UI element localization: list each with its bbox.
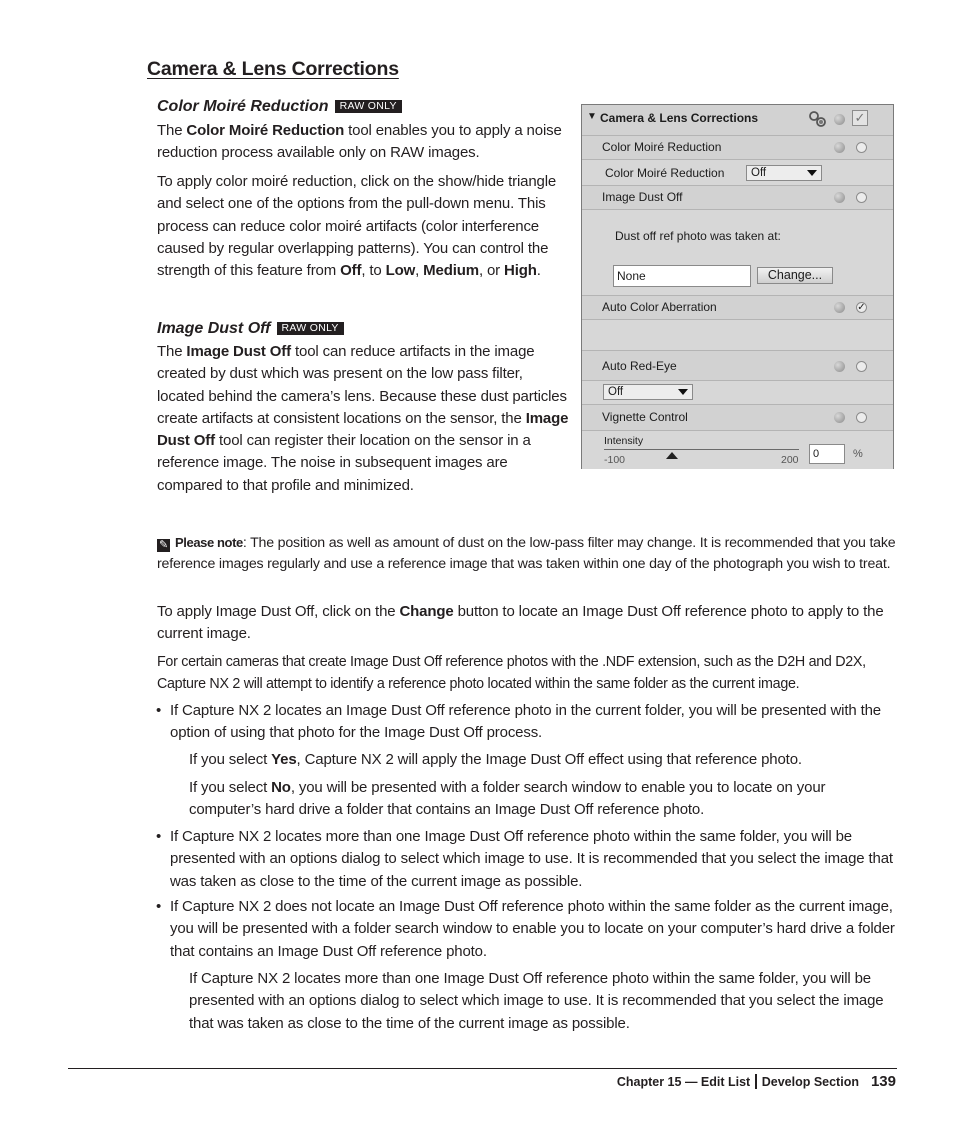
enable-radio[interactable]: [856, 142, 867, 153]
auto-color-aberration-row[interactable]: [582, 295, 893, 320]
sub-paragraph-no: If you select No, you will be presented with a folder search window to enable you to locate on your computer’s hard drive a folder that contains an Image Dust Off reference photo.: [189, 779, 826, 819]
color-moire-heading-text: Color Moiré Reduction: [157, 98, 329, 115]
reset-dot-icon[interactable]: [834, 142, 845, 153]
vignette-control-label: Vignette Control: [602, 410, 688, 424]
camera-lens-corrections-panel: [581, 104, 894, 469]
sub-paragraph-last: If Capture NX 2 locates more than one Image Dust Off reference photo within the same folder, you will be presented with an options dialog to select which image to use. It is recommended that you select the image that was taken as close to the time of the current image as possible.: [189, 970, 884, 1032]
auto-color-aberration-label: Auto Color Aberration: [602, 300, 717, 314]
dropdown-arrow-icon: [678, 389, 688, 395]
color-moire-row-label: Color Moiré Reduction: [602, 140, 722, 154]
auto-red-eye-label: Auto Red-Eye: [602, 359, 677, 373]
panel-header[interactable]: [582, 105, 893, 135]
image-dust-paragraph: The Image Dust Off tool can reduce artifacts in the image created by dust which was present on the low pass filter, located behind the camera’s lens. Because these dust particles create artifacts at consistent locations on the sensor, the Image Dust Off tool can register their location on the sensor in a reference image. The noise in subsequent images are compared to that profile and minimized.: [157, 343, 569, 494]
enable-radio-checked[interactable]: ✓: [857, 302, 866, 313]
auto-red-eye-row[interactable]: [582, 350, 893, 381]
reset-dot-icon[interactable]: [834, 114, 845, 125]
disclosure-triangle-icon[interactable]: ▼: [587, 111, 597, 122]
reset-dot-icon[interactable]: [834, 302, 845, 313]
page-number: 139: [870, 1073, 896, 1090]
page-footer: [617, 1073, 896, 1090]
sub-paragraph-yes: If you select Yes, Capture NX 2 will apply the Image Dust Off effect using that reference photo.: [189, 751, 802, 768]
please-note: [157, 533, 897, 574]
bullet-item: • If Capture NX 2 locates more than one Image Dust Off reference photo within the same folder, you will be presented with an options dialog to select which image to use. It is recommended that you select the image that was taken as close to the time of the current image as possible.: [156, 828, 893, 890]
section-title: Camera & Lens Corrections: [147, 58, 399, 80]
color-moire-select-label: Color Moiré Reduction: [605, 166, 725, 180]
red-eye-dropdown[interactable]: Off: [603, 384, 693, 400]
image-dust-heading-text: Image Dust Off: [157, 320, 271, 337]
color-moire-paragraph-1: The Color Moiré Reduction tool enables you to apply a noise reduction process available only on RAW images.: [157, 122, 562, 162]
bullet-item: • If Capture NX 2 locates an Image Dust Off reference photo in the current folder, you will be presented with the option of using that photo for the Image Dust Off process.: [156, 702, 881, 742]
footer-separator: [755, 1074, 757, 1089]
reset-dot-icon[interactable]: [834, 412, 845, 423]
color-moire-heading: [157, 98, 402, 116]
slider-max-label: 200: [781, 454, 799, 466]
please-note-text: : The position as well as amount of dust on the low-pass filter may change. It is recommended that you take reference images regularly and use a reference image that was taken within one day of the photograph you wish to treat.: [157, 535, 896, 572]
panel-header-title: Camera & Lens Corrections: [600, 111, 759, 125]
raw-only-badge: RAW ONLY: [335, 100, 402, 113]
link-icon[interactable]: [807, 109, 829, 129]
dropdown-arrow-icon: [807, 170, 817, 176]
color-moire-paragraph-2: To apply color moiré reduction, click on the show/hide triangle and select one of the options from the pull-down menu. This process can reduce color moiré artifacts (color interference caused by regular overlapping patterns). You can control the strength of this feature from Off, to Low, Medium, or High.: [157, 173, 557, 280]
slider-thumb-icon[interactable]: [666, 452, 678, 459]
pencil-note-icon: ✎: [158, 539, 169, 551]
slider-min-label: -100: [604, 454, 626, 466]
please-note-label: Please note: [175, 535, 243, 550]
vignette-control-row[interactable]: [582, 404, 893, 431]
intensity-input[interactable]: 0: [809, 444, 845, 464]
image-dust-row[interactable]: [582, 185, 893, 210]
color-moire-row[interactable]: [582, 135, 893, 160]
dust-ref-label: Dust off ref photo was taken at:: [615, 229, 781, 243]
percent-unit-label: %: [853, 448, 863, 460]
raw-only-badge: RAW ONLY: [277, 322, 344, 335]
image-dust-row-label: Image Dust Off: [602, 190, 683, 204]
change-button[interactable]: Change...: [757, 267, 833, 284]
intensity-slider-track[interactable]: [604, 449, 799, 450]
enable-radio[interactable]: [856, 361, 867, 372]
ndf-paragraph: For certain cameras that create Image Dust Off reference photos with the .NDF extension, such as the D2H and D2X, Capture NX 2 will attempt to identify a reference photo located within the same folder as the current image.: [157, 654, 866, 693]
aberration-spacer: [582, 319, 893, 351]
red-eye-select-row: [582, 380, 893, 405]
enable-radio[interactable]: [856, 192, 867, 203]
color-moire-dropdown[interactable]: Off: [746, 165, 822, 181]
footer-chapter: Chapter 15 — Edit List: [616, 1075, 751, 1089]
intensity-label: Intensity: [604, 435, 644, 447]
enable-checkbox[interactable]: ✓: [852, 110, 868, 126]
footer-section: Develop Section: [761, 1075, 859, 1089]
reset-dot-icon[interactable]: [834, 361, 845, 372]
bullet-item: • If Capture NX 2 does not locate an Image Dust Off reference photo within the same folder as the current image, you will be presented with a folder search window to enable you to locate on your computer’s hard drive a folder that contains an Image Dust Off reference photo.: [156, 898, 895, 960]
reset-dot-icon[interactable]: [834, 192, 845, 203]
enable-radio[interactable]: [856, 412, 867, 423]
footer-rule: [68, 1068, 897, 1069]
dust-ref-field[interactable]: None: [613, 265, 751, 287]
image-dust-settings: [582, 209, 893, 296]
image-dust-heading: [157, 320, 344, 338]
apply-paragraph: To apply Image Dust Off, click on the Change button to locate an Image Dust Off reference photo to apply to the current image.: [157, 603, 884, 643]
color-moire-select-row: [582, 159, 893, 186]
vignette-intensity-row: [582, 430, 893, 469]
